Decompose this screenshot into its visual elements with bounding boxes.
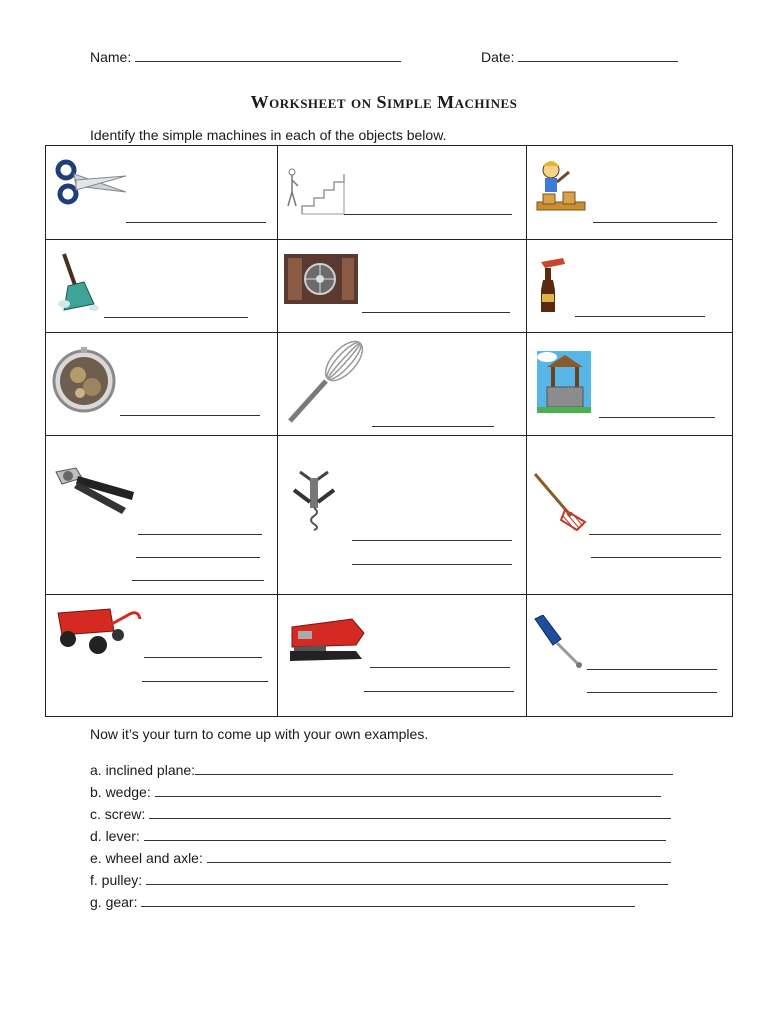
wishing-well-icon [533, 347, 595, 417]
answer-line[interactable] [142, 681, 268, 682]
answer-line[interactable] [207, 850, 671, 863]
answer-line[interactable] [144, 828, 666, 841]
answer-line[interactable] [587, 669, 717, 670]
object-cell [278, 436, 527, 595]
answer-line[interactable] [126, 222, 266, 223]
object-cell [527, 240, 733, 333]
answer-line[interactable] [132, 580, 264, 581]
answer-line[interactable] [344, 214, 512, 215]
object-cell [527, 595, 733, 717]
object-cell [46, 333, 278, 436]
name-line[interactable] [135, 47, 401, 62]
answer-line[interactable] [370, 667, 510, 668]
corkscrew-icon [290, 468, 340, 532]
date-line[interactable] [518, 47, 678, 62]
answer-line[interactable] [587, 692, 717, 693]
boy-splitting-wood-icon [533, 158, 589, 220]
answer-line[interactable] [352, 540, 512, 541]
answer-line[interactable] [144, 657, 262, 658]
wagon-icon [54, 605, 144, 657]
answer-line[interactable] [120, 415, 260, 416]
list-item[interactable] [90, 872, 668, 888]
list-item[interactable] [90, 828, 666, 844]
list-item-label: d. lever: [90, 828, 140, 844]
answer-line[interactable] [149, 806, 671, 819]
list-item-label: a. inclined plane: [90, 762, 196, 778]
answer-line[interactable] [364, 691, 514, 692]
screwdriver-icon [533, 615, 585, 671]
answer-line[interactable] [589, 534, 721, 535]
list-item[interactable] [90, 806, 671, 822]
answer-line[interactable] [593, 222, 717, 223]
object-cell [278, 146, 527, 240]
bottle-opener-icon [535, 256, 571, 314]
object-cell [46, 240, 278, 333]
pulley-wheel-icon [284, 254, 358, 306]
scissors-icon [54, 156, 130, 208]
object-cell [527, 146, 733, 240]
object-cell [527, 333, 733, 436]
object-cell [278, 240, 527, 333]
answer-line[interactable] [141, 894, 635, 907]
list-item[interactable] [90, 784, 661, 800]
pocket-watch-gears-icon [52, 345, 116, 413]
list-item-label: f. pulley: [90, 872, 143, 888]
answer-line[interactable] [195, 762, 673, 775]
stapler-icon [286, 617, 366, 663]
name-field[interactable] [90, 47, 401, 65]
object-cell [46, 436, 278, 595]
date-label: Date: [481, 49, 515, 65]
answer-line[interactable] [352, 564, 512, 565]
answer-line[interactable] [136, 557, 260, 558]
page-title: Worksheet on Simple Machines [250, 92, 518, 112]
instructions: Identify the simple machines in each of the objects below. [90, 127, 447, 143]
whisk-icon [286, 339, 374, 425]
answer-line[interactable] [372, 426, 494, 427]
object-cell [278, 595, 527, 717]
answer-line[interactable] [104, 317, 248, 318]
list-item[interactable] [90, 762, 673, 778]
answer-line[interactable] [155, 784, 661, 797]
name-label: Name: [90, 49, 132, 65]
answer-line[interactable] [146, 872, 668, 885]
can-opener-icon [54, 464, 138, 516]
rake-icon [531, 470, 587, 532]
object-cell [278, 333, 527, 436]
list-item-label: e. wheel and axle: [90, 850, 203, 866]
answer-line[interactable] [138, 534, 262, 535]
date-field[interactable] [481, 47, 678, 65]
stairs-icon [280, 166, 348, 216]
object-cell [46, 595, 278, 717]
object-cell [46, 146, 278, 240]
own-examples-prompt: Now it’s your turn to come up with your own examples. [90, 726, 429, 742]
list-item-label: b. wedge: [90, 784, 151, 800]
answer-line[interactable] [575, 316, 705, 317]
object-cell [527, 436, 733, 595]
broom-icon [54, 252, 102, 314]
objects-grid [45, 145, 733, 717]
answer-line[interactable] [599, 417, 715, 418]
answer-line[interactable] [591, 557, 721, 558]
list-item[interactable] [90, 894, 635, 910]
list-item-label: g. gear: [90, 894, 138, 910]
answer-line[interactable] [362, 312, 510, 313]
list-item[interactable] [90, 850, 671, 866]
list-item-label: c. screw: [90, 806, 146, 822]
